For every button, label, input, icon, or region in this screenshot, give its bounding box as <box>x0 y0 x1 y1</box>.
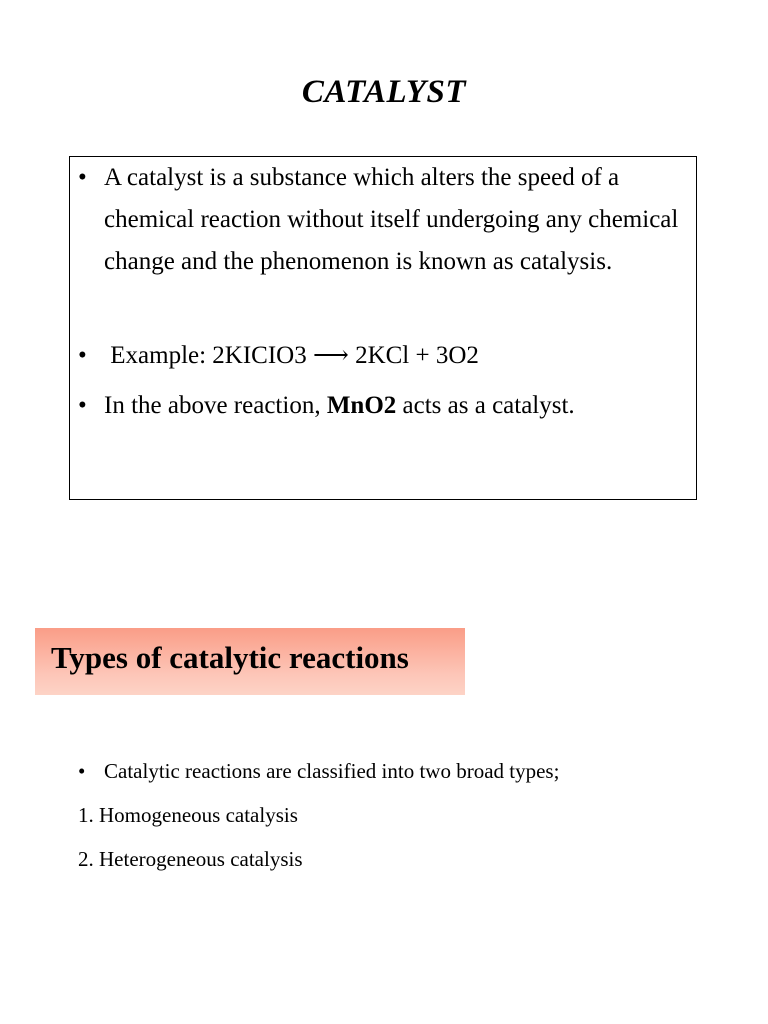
bullet-icon: • <box>78 164 87 191</box>
example-equation: Example: 2KICIO3 ⟶ 2KCl + 3O2 <box>104 342 479 369</box>
catalyst-name: MnO2 <box>326 392 397 419</box>
page-title: CATALYST <box>301 74 467 110</box>
definition-text: A catalyst is a substance which alters the speed of a chemical reaction without itself undergoing any chemical change and the phenomenon is known as catalysis. <box>104 164 679 275</box>
types-intro-text: Catalytic reactions are classified into two broad types; <box>104 759 560 783</box>
statement-prefix: In the above reaction, <box>104 392 327 419</box>
type-item-heterogeneous: 2. Heterogeneous catalysis <box>78 847 303 871</box>
statement-suffix: acts as a catalyst. <box>396 392 575 419</box>
bullet-icon: • <box>78 759 86 783</box>
type-item-homogeneous: 1. Homogeneous catalysis <box>78 803 298 827</box>
types-intro <box>78 756 559 786</box>
section-heading: Types of catalytic reactions <box>51 640 409 675</box>
section-heading-bar <box>35 628 465 695</box>
bullet-icon: • <box>78 392 87 419</box>
bullet-icon: • <box>78 342 87 369</box>
catalyst-statement <box>104 385 575 427</box>
definition-box <box>69 156 697 500</box>
